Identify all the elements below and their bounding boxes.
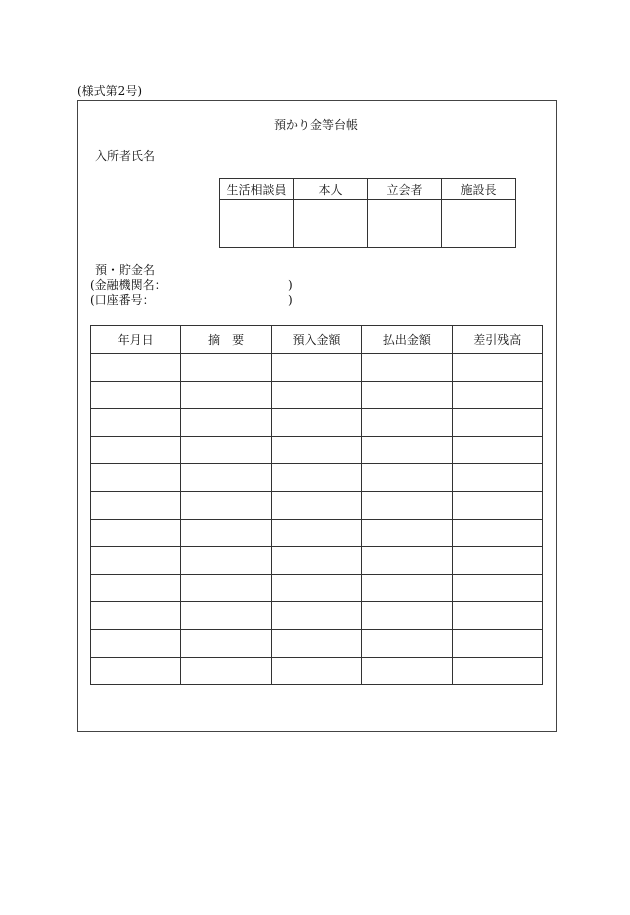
table-row xyxy=(91,602,543,630)
ledger-cell[interactable] xyxy=(452,354,542,382)
ledger-cell[interactable] xyxy=(452,657,542,685)
ledger-cell[interactable] xyxy=(362,409,452,437)
ledger-cell[interactable] xyxy=(362,519,452,547)
bank-name-label: (金融機関名： xyxy=(90,278,167,292)
signature-table xyxy=(219,178,516,248)
ledger-cell[interactable] xyxy=(271,602,361,630)
ledger-cell[interactable] xyxy=(181,491,271,519)
ledger-table xyxy=(90,325,543,685)
close-paren: ) xyxy=(288,293,293,307)
sig-header: 生活相談員 xyxy=(220,179,294,200)
table-row xyxy=(91,464,543,492)
ledger-cell[interactable] xyxy=(181,657,271,685)
ledger-cell[interactable] xyxy=(91,519,181,547)
ledger-cell[interactable] xyxy=(362,547,452,575)
table-row xyxy=(91,574,543,602)
ledger-cell[interactable] xyxy=(452,574,542,602)
table-row xyxy=(91,547,543,575)
ledger-cell[interactable] xyxy=(91,354,181,382)
ledger-header: 預入金額 xyxy=(271,326,361,354)
deposit-name-label: 預・貯金名 xyxy=(95,263,156,277)
ledger-cell[interactable] xyxy=(452,436,542,464)
sig-cell[interactable] xyxy=(294,200,368,248)
sig-cell[interactable] xyxy=(220,200,294,248)
ledger-cell[interactable] xyxy=(271,547,361,575)
ledger-cell[interactable] xyxy=(181,547,271,575)
ledger-cell[interactable] xyxy=(181,436,271,464)
ledger-cell[interactable] xyxy=(362,602,452,630)
table-row xyxy=(91,381,543,409)
ledger-cell[interactable] xyxy=(181,602,271,630)
ledger-cell[interactable] xyxy=(271,574,361,602)
ledger-header: 払出金額 xyxy=(362,326,452,354)
ledger-cell[interactable] xyxy=(271,409,361,437)
ledger-cell[interactable] xyxy=(181,629,271,657)
ledger-cell[interactable] xyxy=(271,491,361,519)
ledger-cell[interactable] xyxy=(271,436,361,464)
table-row xyxy=(91,629,543,657)
ledger-cell[interactable] xyxy=(452,464,542,492)
ledger-cell[interactable] xyxy=(91,629,181,657)
ledger-cell[interactable] xyxy=(271,519,361,547)
sig-cell[interactable] xyxy=(442,200,516,248)
ledger-cell[interactable] xyxy=(362,491,452,519)
ledger-cell[interactable] xyxy=(452,491,542,519)
ledger-cell[interactable] xyxy=(271,381,361,409)
account-number-label: (口座番号： xyxy=(90,293,155,307)
sig-cell[interactable] xyxy=(368,200,442,248)
sig-header: 施設長 xyxy=(442,179,516,200)
ledger-cell[interactable] xyxy=(271,464,361,492)
ledger-cell[interactable] xyxy=(452,519,542,547)
ledger-cell[interactable] xyxy=(362,436,452,464)
document-title: 預かり金等台帳 xyxy=(273,118,358,132)
sig-header: 立会者 xyxy=(368,179,442,200)
ledger-cell[interactable] xyxy=(91,657,181,685)
ledger-cell[interactable] xyxy=(362,629,452,657)
table-row xyxy=(91,657,543,685)
table-row xyxy=(91,491,543,519)
form-number: (様式第2号) xyxy=(77,84,142,98)
resident-name-label: 入所者氏名 xyxy=(95,149,156,163)
ledger-cell[interactable] xyxy=(362,574,452,602)
ledger-cell[interactable] xyxy=(271,629,361,657)
close-paren: ) xyxy=(288,278,293,292)
ledger-cell[interactable] xyxy=(362,354,452,382)
ledger-cell[interactable] xyxy=(452,602,542,630)
ledger-cell[interactable] xyxy=(91,547,181,575)
ledger-cell[interactable] xyxy=(181,464,271,492)
ledger-cell[interactable] xyxy=(452,381,542,409)
ledger-cell[interactable] xyxy=(452,409,542,437)
ledger-header: 年月日 xyxy=(91,326,181,354)
ledger-cell[interactable] xyxy=(91,436,181,464)
ledger-cell[interactable] xyxy=(362,381,452,409)
ledger-cell[interactable] xyxy=(91,464,181,492)
ledger-cell[interactable] xyxy=(362,657,452,685)
ledger-cell[interactable] xyxy=(271,354,361,382)
ledger-cell[interactable] xyxy=(91,491,181,519)
ledger-cell[interactable] xyxy=(271,657,361,685)
ledger-cell[interactable] xyxy=(181,354,271,382)
table-row xyxy=(91,354,543,382)
ledger-cell[interactable] xyxy=(452,629,542,657)
table-row xyxy=(91,519,543,547)
ledger-cell[interactable] xyxy=(91,574,181,602)
ledger-cell[interactable] xyxy=(181,409,271,437)
ledger-cell[interactable] xyxy=(181,574,271,602)
ledger-cell[interactable] xyxy=(181,381,271,409)
sig-header: 本人 xyxy=(294,179,368,200)
ledger-header: 差引残高 xyxy=(452,326,542,354)
ledger-cell[interactable] xyxy=(91,602,181,630)
ledger-cell[interactable] xyxy=(362,464,452,492)
table-row xyxy=(91,409,543,437)
ledger-header: 摘 要 xyxy=(181,326,271,354)
ledger-cell[interactable] xyxy=(91,409,181,437)
ledger-cell[interactable] xyxy=(452,547,542,575)
ledger-cell[interactable] xyxy=(91,381,181,409)
ledger-cell[interactable] xyxy=(181,519,271,547)
table-row xyxy=(91,436,543,464)
